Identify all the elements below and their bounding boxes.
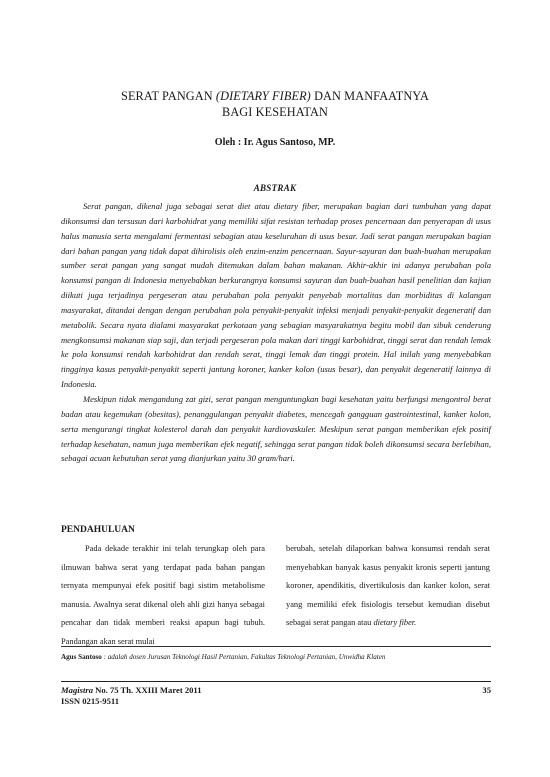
footnote-author: Agus Santoso [61, 653, 102, 661]
author-line: Oleh : Ir. Agus Santoso, MP. [214, 137, 336, 148]
left-column [61, 540, 265, 652]
body-paragraph [286, 540, 490, 633]
footer-divider [61, 681, 491, 682]
footnote-divider [61, 646, 491, 647]
right-column [286, 540, 490, 633]
journal-name: Magistra [61, 685, 93, 695]
page-footer [61, 684, 491, 706]
right-col-italic: dietary fiber. [373, 618, 417, 628]
section-heading: PENDAHULUAN [61, 525, 135, 535]
abstract-paragraph: Serat pangan, dikenal juga sebagai serat diet atau dietary fiber, merupakan bagian dari tumbuhan yang dapat dikonsumsi dan tersusun dari karbohidrat yang memiliki sifat resistan terhadap proses pencernaan dan penyerapan di usus halus manusia serta mengalami fermentasi sebagian atau keseluruhan di usus besar. Jadi serat pangan merupakan bagian dari bahan pangan yang tidak dapat dihirolisis oleh enzim-enzim pencernaan. Sayur-sayuran dan buah-buahan merupakan sumber serat pangan yang sangat mudah ditemukan dalam bahan makanan. Akhir-akhir ini adanya perubahan pola konsumsi pangan di Indonesia menyebabkan berkurangnya konsumsi sayuran dan buah-buahan hasil penelitian dan kajian diikuti juga terjadinya pergeseran atau perubahan pola penyakit penyebab mortalitas dan morbiditas di kalangan masyarakat, ditandai dengan dengan perubahan pola penyakit-penyakit infeksi menjadi penyakit-penyakit degeneratif dan metabolik. Secara nyata dialami masyarakat perkotaan yang sebagian masyarakatnya begitu mobil dan sibuk cenderung mengkonsumsi makanan siap saji, dan terjadi pergeseran pola makan dari tinggi karbohidrat, tinggi serat dan rendah lemak ke pola konsumsi rendah karbohidrat dan rendah serat, tinggi lemak dan tinggi protein. Hal inilah yang menyebabkan tingginya kasus penyakit-penyakit seperti jantung koroner, kanker kolon (usus besar), dan penyakit degeneratif lainnya di Indonesia. [61, 201, 491, 390]
journal-issue: No. 75 Th. XXIII Maret 2011 [93, 685, 202, 695]
right-col-text: berubah, setelah dilaporkan bahwa konsumsi rendah serat menyebabkan banyak kasus penyakit kronis seperti jantung koroner, apendikitis, divertikulosis dan kanker kolon, serat yang memiliki efek fisiologis tersebut kemudian disebut sebagai serat pangan atau [286, 544, 490, 628]
page-number: 35 [482, 685, 491, 695]
footnote-affiliation: : adalah dosen Jurusan Teknologi Hasil Pertanian, Fakultas Teknologi Pertanian, Unwidha Klaten [101, 653, 386, 661]
paper-title [60, 88, 490, 120]
body-paragraph: Pada dekade terakhir ini telah terungkap oleh para ilmuwan bahwa serat yang terdapat pada bahan pangan ternyata mempunyai efek positif bagi sistim metabolisme manusia. Awalnya serat dikenal oleh ahli gizi hanya sebagai pencahar dan tidak memberi reaksi apapun bagi tubuh. Pandangan akan serat mulai [61, 544, 265, 646]
author-footnote [61, 652, 491, 662]
title-italic: (DIETARY FIBER) [215, 89, 311, 103]
abstract-heading: ABSTRAK [253, 183, 297, 193]
issn: ISSN 0215-9511 [61, 696, 120, 706]
abstract-paragraph: Meskipun tidak mengandung zat gizi, serat pangan menguntungkan bagi kesehatan yaitu berfungsi mengontrol berat badan atau kegemukan (obesitas), penanggulangan penyakit diabetes, mencegah gangguan gastrointestinal, kanker kolon, serta mengurangi tingkat kolesterol darah dan penyakit kardiovaskuler. Meskipun serat pangan memberikan efek positif terhadap kesehatan, namun juga memberikan efek negatif, sehingga serat pangan tidak boleh dikonsumsi secara berlebihan, sebagai acuan kebutuhan serat yang dianjurkan yaitu 30 gram/hari. [61, 393, 491, 464]
title-part2: DAN MANFAATNYA [310, 89, 429, 103]
title-part1: SERAT PANGAN [121, 89, 216, 103]
abstract-body [61, 199, 491, 466]
title-line2: BAGI KESEHATAN [222, 105, 328, 119]
